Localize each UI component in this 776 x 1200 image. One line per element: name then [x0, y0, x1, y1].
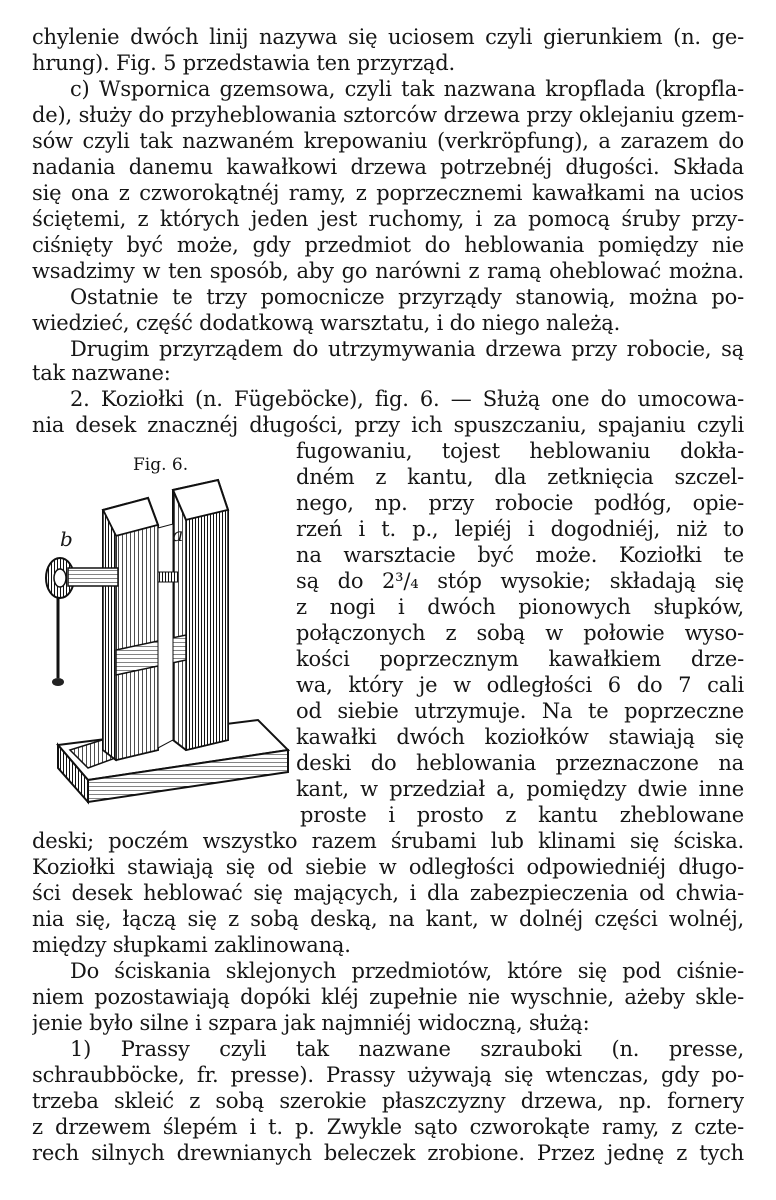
text-line: nia się, łączą się z sobą deską, na kant, w dolnéj części wolnéj,	[32, 907, 744, 931]
text-line: tak nazwane:	[32, 361, 171, 385]
text-line: wiedzieć, część dodatkową warsztatu, i do niego należą.	[32, 311, 621, 335]
text-line: od siebie utrzymuje. Na te poprzeczne	[296, 699, 744, 723]
text-line: nadania danemu kawałkowi drzewa potrzebnéj długości. Składa	[32, 155, 744, 179]
text-line: połączonych z sobą w połowie wyso-	[296, 621, 744, 645]
figure-label-b: b	[60, 527, 73, 551]
text-line: chylenie dwóch linij nazywa się uciosem czyli gierunkiem (n. ge-	[32, 25, 744, 49]
figure-caption: Fig. 6.	[133, 455, 189, 475]
text-line: Koziołki stawiają się od siebie w odległości odpowiedniéj długo-	[32, 855, 744, 879]
text-line: sów czyli tak nazwaném krepowaniu (verkröpfung), a zarazem do	[32, 129, 744, 153]
text-line: nia desek znacznéj długości, przy ich spuszczaniu, spajaniu czyli	[32, 413, 744, 437]
text-line: między słupkami zaklinowaną.	[32, 933, 351, 957]
text-line: dném z kantu, dla zetknięcia szczel-	[296, 465, 744, 489]
text-line: 1) Prassy czyli tak nazwane szrauboki (n. presse,	[70, 1037, 744, 1061]
text-line: wsadzimy w ten sposób, aby go narówni z ramą oheblować można.	[32, 259, 744, 283]
section-heading: 2. Koziołki (n. Fügeböcke), fig. 6. — Służą one do umocowa-	[70, 387, 744, 411]
text-line: niem pozostawiają dopóki kléj zupełnie nie wyschnie, ażeby skle-	[32, 985, 744, 1009]
text-line: c) Wspornica gzemsowa, czyli tak nazwana kropflada (kropfla-	[70, 77, 744, 101]
text-line: deski; poczém wszystko razem śrubami lub klinami się ściska.	[32, 829, 744, 853]
text-line: ciśnięty być może, gdy przedmiot do heblowania pomiędzy nie	[32, 233, 744, 257]
text-line: fugowaniu, tojest heblowaniu dokła-	[296, 439, 744, 463]
text-line: się ona z czworokątnéj ramy, z poprzecznemi kawałkami na ucios	[32, 181, 744, 205]
text-line: trzeba skleić z sobą szerokie płaszczyzny drzewa, np. fornery	[32, 1089, 744, 1113]
text-line: wa, który je w odległości 6 do 7 cali	[296, 673, 744, 697]
text-line: proste i prosto z kantu zheblowane	[300, 803, 744, 827]
text-line: Do ściskania sklejonych przedmiotów, które się pod ciśnie-	[70, 959, 744, 983]
text-line: deski do heblowania przeznaczone na	[296, 751, 744, 775]
text-line: jenie było silne i szpara jak najmniéj widoczną, służą:	[32, 1011, 590, 1035]
text-line: na warsztacie być może. Koziołki te	[296, 543, 744, 567]
text-line: są do 2³/₄ stóp wysokie; składają się	[296, 569, 744, 593]
text-line: de), służy do przyheblowania sztorców drzewa przy oklejaniu gzem-	[32, 103, 744, 127]
text-line: Ostatnie te trzy pomocnicze przyrządy stanowią, można po-	[70, 285, 744, 309]
text-line: ściętemi, z których jeden jest ruchomy, i za pomocą śruby przy-	[32, 207, 744, 231]
text-line: kości poprzecznym kawałkiem drze-	[296, 647, 744, 671]
text-line: kawałki dwóch koziołków stawiają się	[296, 725, 744, 749]
text-line: Drugim przyrządem do utrzymywania drzewa przy robocie, są	[70, 337, 744, 361]
text-line: hrung). Fig. 5 przedstawia ten przyrząd.	[32, 51, 455, 75]
text-line: ści desek heblować się mających, i dla zabezpieczenia od chwia-	[32, 881, 744, 905]
text-line: kant, w przedział a, pomiędzy dwie inne	[296, 777, 744, 801]
text-line: rech silnych drewnianych beleczek zrobione. Przez jednę z tych	[32, 1141, 744, 1165]
screw-thread	[68, 568, 118, 586]
koziolek-illustration	[18, 450, 298, 820]
text-line: schraubböcke, fr. presse). Prassy używają się wtenczas, gdy po-	[32, 1063, 744, 1087]
text-line: z drzewem ślepém i t. p. Zwykle sąto czworokąte ramy, z czte-	[32, 1115, 744, 1139]
text-line: rzeń i t. p., lepiéj i dogodniéj, niż to	[296, 517, 744, 541]
figure-label-a: a	[172, 524, 184, 546]
text-line: z nogi i dwóch pionowych słupków,	[296, 595, 744, 619]
text-line: nego, np. przy robocie podłóg, opie-	[296, 491, 744, 515]
